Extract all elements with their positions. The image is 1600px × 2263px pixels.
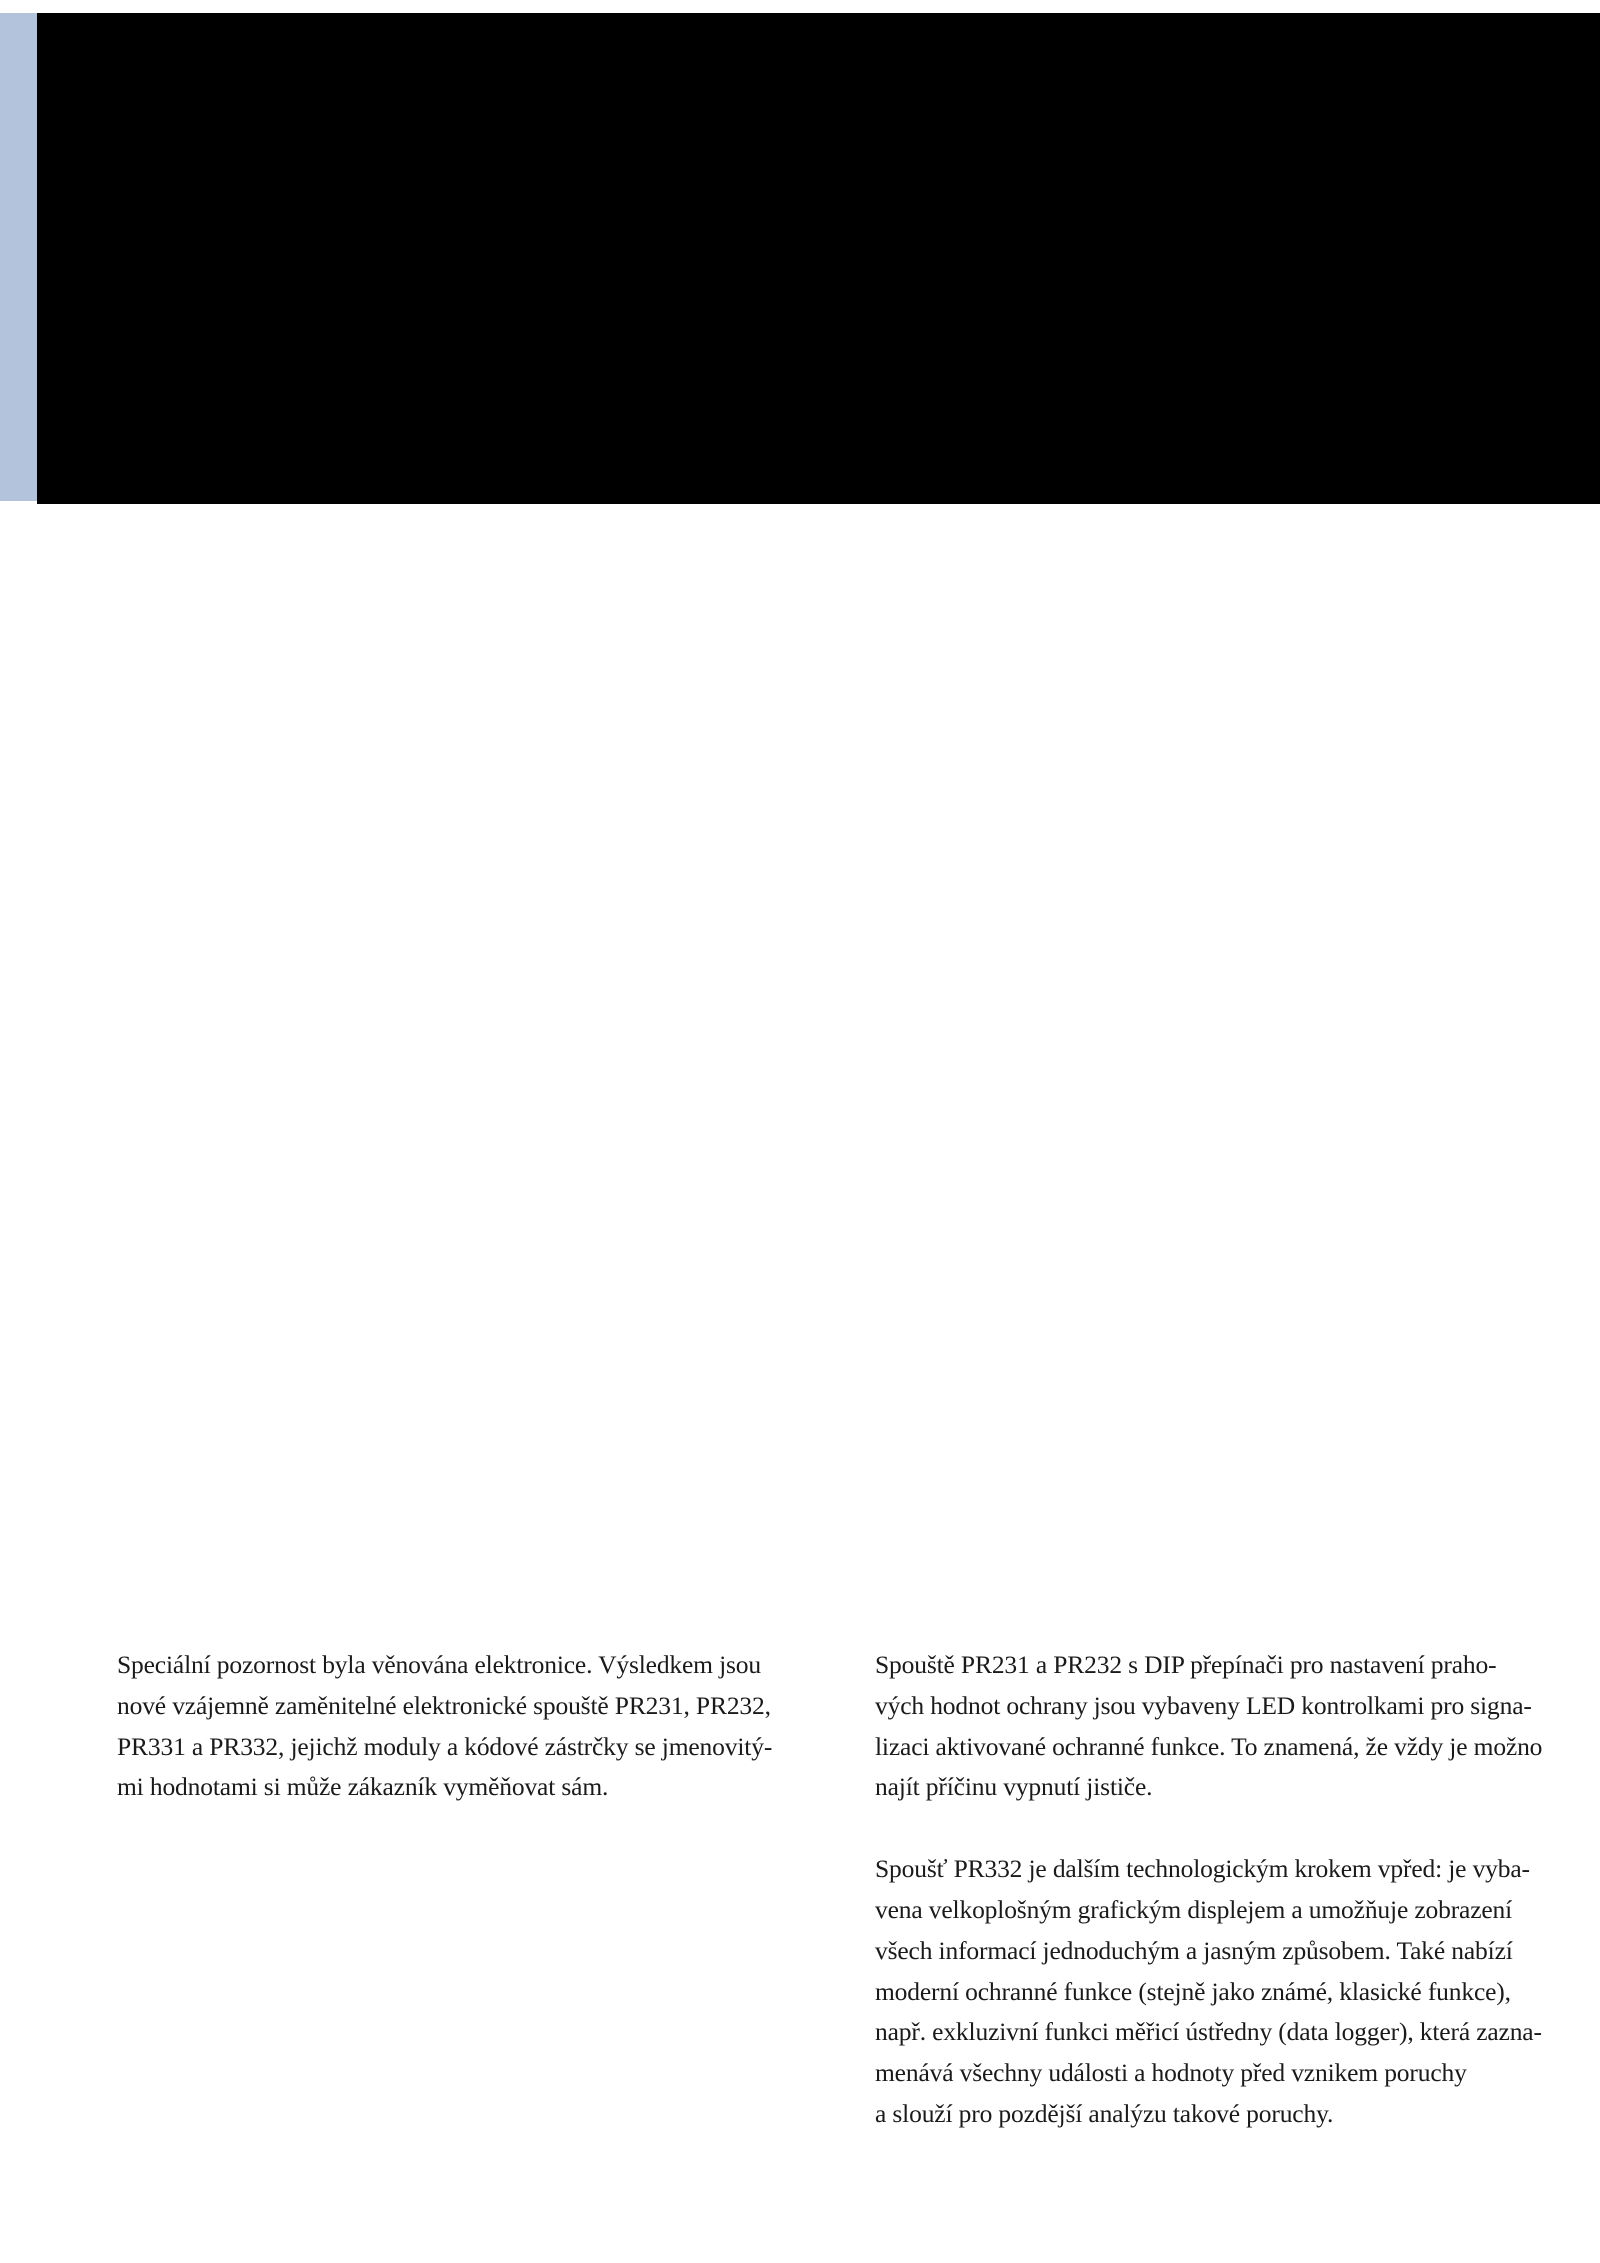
paragraph-electronics-intro: Speciální pozornost byla věnována elektronice. Výsledkem jsou nové vzájemně zaměnitelné elektronické spouště PR231, PR232, PR331 a PR332, jejichž moduly a kódové zástrčky se jmenovitý- mi hodnotami si může zákazník vyměňovat sám.: [117, 1650, 773, 1802]
right-text-column: [875, 1645, 1580, 2176]
accent-strip: [0, 13, 37, 501]
paragraph-pr332: Spoušť PR332 je dalším technologickým krokem vpřed: je vyba- vena velkoplošným grafickým displejem a umožňuje zobrazení všech informací jednoduchým a jasným způsobem. Také nabízí moderní ochranné funkce (stejně jako známé, klasické funkce), např. exkluzivní funkci měřicí ústředny (data logger), která zazna- menává všechny události a hodnoty před vznikem poruchy a slouží pro pozdější analýzu takové poruchy.: [875, 1854, 1542, 2128]
header-image-band: [37, 13, 1600, 504]
left-text-column: [117, 1645, 822, 1849]
paragraph-pr231-pr232: Spouště PR231 a PR232 s DIP přepínači pro nastavení praho- vých hodnot ochrany jsou vybaveny LED kontrolkami pro signa- lizaci aktivované ochranné funkce. To znamená, že vždy je možno najít příčinu vypnutí jističe.: [875, 1650, 1543, 1802]
